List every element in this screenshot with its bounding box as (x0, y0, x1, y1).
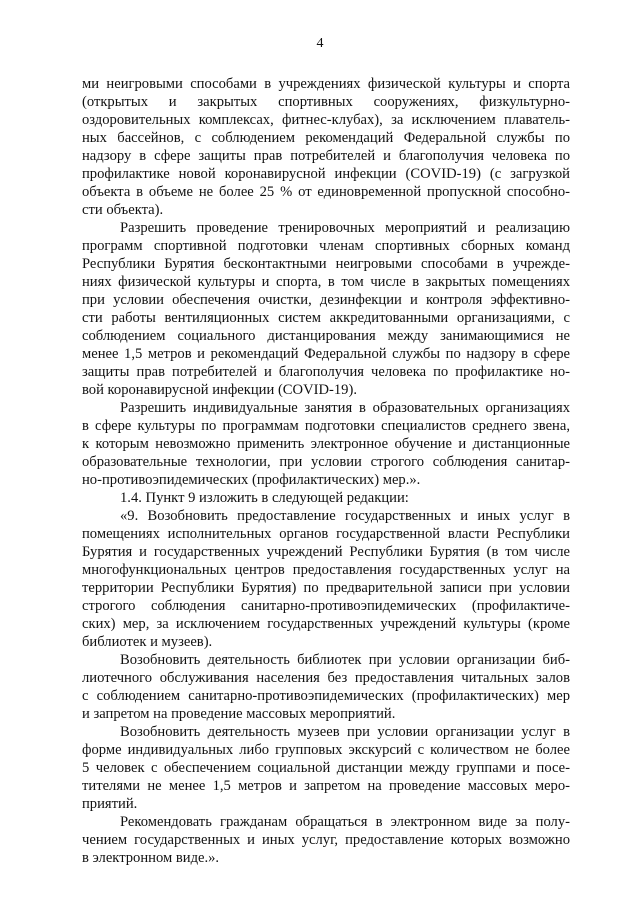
text-line: программ спортивной подготовки членам спортивных сборных команд (82, 238, 570, 254)
text-line: ских) мер, за исключением государственных учреждений культуры (кроме (82, 616, 570, 632)
text-line: «9. Возобновить предоставление государственных и иных услуг в (120, 508, 570, 524)
text-line: в электронном виде.». (82, 850, 220, 866)
text-line: ниях физической культуры и спорта, в том числе в закрытых помещениях (82, 274, 570, 290)
page-number: 4 (316, 36, 324, 51)
text-line: защиты прав потребителей и благополучия человека по профилактике но- (82, 364, 570, 380)
text-line: соблюдением социального дистанцирования между занимающимися не (82, 328, 570, 344)
text-line: ных бассейнов, с соблюдением рекомендаций Федеральной службы по (82, 130, 570, 146)
text-line: менее 1,5 метров и рекомендаций Федеральной службы по надзору в сфере (82, 346, 570, 362)
text-line: лиотечного обслуживания населения без предоставления читальных залов (82, 670, 570, 686)
text-line: сти объекта). (82, 202, 164, 218)
text-line: надзору в сфере защиты прав потребителей и благополучия человека по (82, 148, 570, 164)
text-line: ми неигровыми способами в учреждениях физической культуры и спорта (82, 76, 570, 92)
text-line: (открытых и закрытых спортивных сооружениях, физкультурно- (82, 94, 570, 110)
text-line: чением государственных и иных услуг, предоставление которых возможно (82, 832, 570, 848)
text-line: образовательные технологии, при условии строгого соблюдения санитар- (82, 454, 570, 470)
text-line: профилактике новой коронавирусной инфекции (COVID-19) (с загрузкой (82, 166, 570, 182)
text-line: Бурятия и государственных учреждений Республики Бурятия (в том числе (82, 544, 570, 560)
text-line: многофункциональных центров предоставления государственных услуг на (82, 562, 570, 578)
text-line: приятий. (82, 796, 138, 812)
text-line: Возобновить деятельность музеев при условии организации услуг в (120, 724, 570, 740)
text-line: помещениях исполнительных органов государственной власти Республики (82, 526, 570, 542)
text-line: с соблюдением санитарно-противоэпидемических (профилактических) мер (82, 688, 570, 704)
text-line: Разрешить индивидуальные занятия в образовательных организациях (120, 400, 570, 416)
text-line: оздоровительных комплексах, фитнес-клубах), за исключением плаватель- (82, 112, 570, 128)
text-line: но-противоэпидемических (профилактических) мер.». (82, 472, 421, 488)
text-line: при условии обеспечения очистки, дезинфекции и контроля эффективно- (82, 292, 570, 308)
text-line: Разрешить проведение тренировочных мероприятий и реализацию (120, 220, 570, 236)
text-line: сти работы вентиляционных систем аккредитованными организациями, с (82, 310, 570, 326)
text-line: к которым невозможно применить электронное обучение и дистанционные (82, 436, 570, 452)
text-line: 5 человек с обеспечением социальной дистанции между группами и посе- (82, 760, 570, 776)
text-line: вой коронавирусной инфекции (COVID-19). (82, 382, 357, 398)
text-line: Возобновить деятельность библиотек при условии организации биб- (120, 652, 570, 668)
text-line: Республики Бурятия бесконтактными неигровыми способами в учрежде- (82, 256, 570, 272)
text-line: строгого соблюдения санитарно-противоэпидемических (профилактиче- (82, 598, 570, 614)
text-line: и запретом на проведение массовых мероприятий. (82, 706, 396, 722)
text-line: объекта в объеме не более 25 % от единовременной пропускной способно- (82, 184, 570, 200)
text-line: тителями не менее 1,5 метров и запретом на проведение массовых меро- (82, 778, 570, 794)
text-line: в сфере культуры по программам подготовки специалистов среднего звена, (82, 418, 570, 434)
text-line: форме индивидуальных либо групповых экскурсий с количеством не более (82, 742, 570, 758)
text-line: Рекомендовать гражданам обращаться в электронном виде за полу- (120, 814, 570, 830)
text-line: территории Республики Бурятия) по предварительной записи при условии (82, 580, 570, 596)
text-line: 1.4. Пункт 9 изложить в следующей редакции: (120, 490, 409, 506)
text-line: библиотек и музеев). (82, 634, 213, 650)
